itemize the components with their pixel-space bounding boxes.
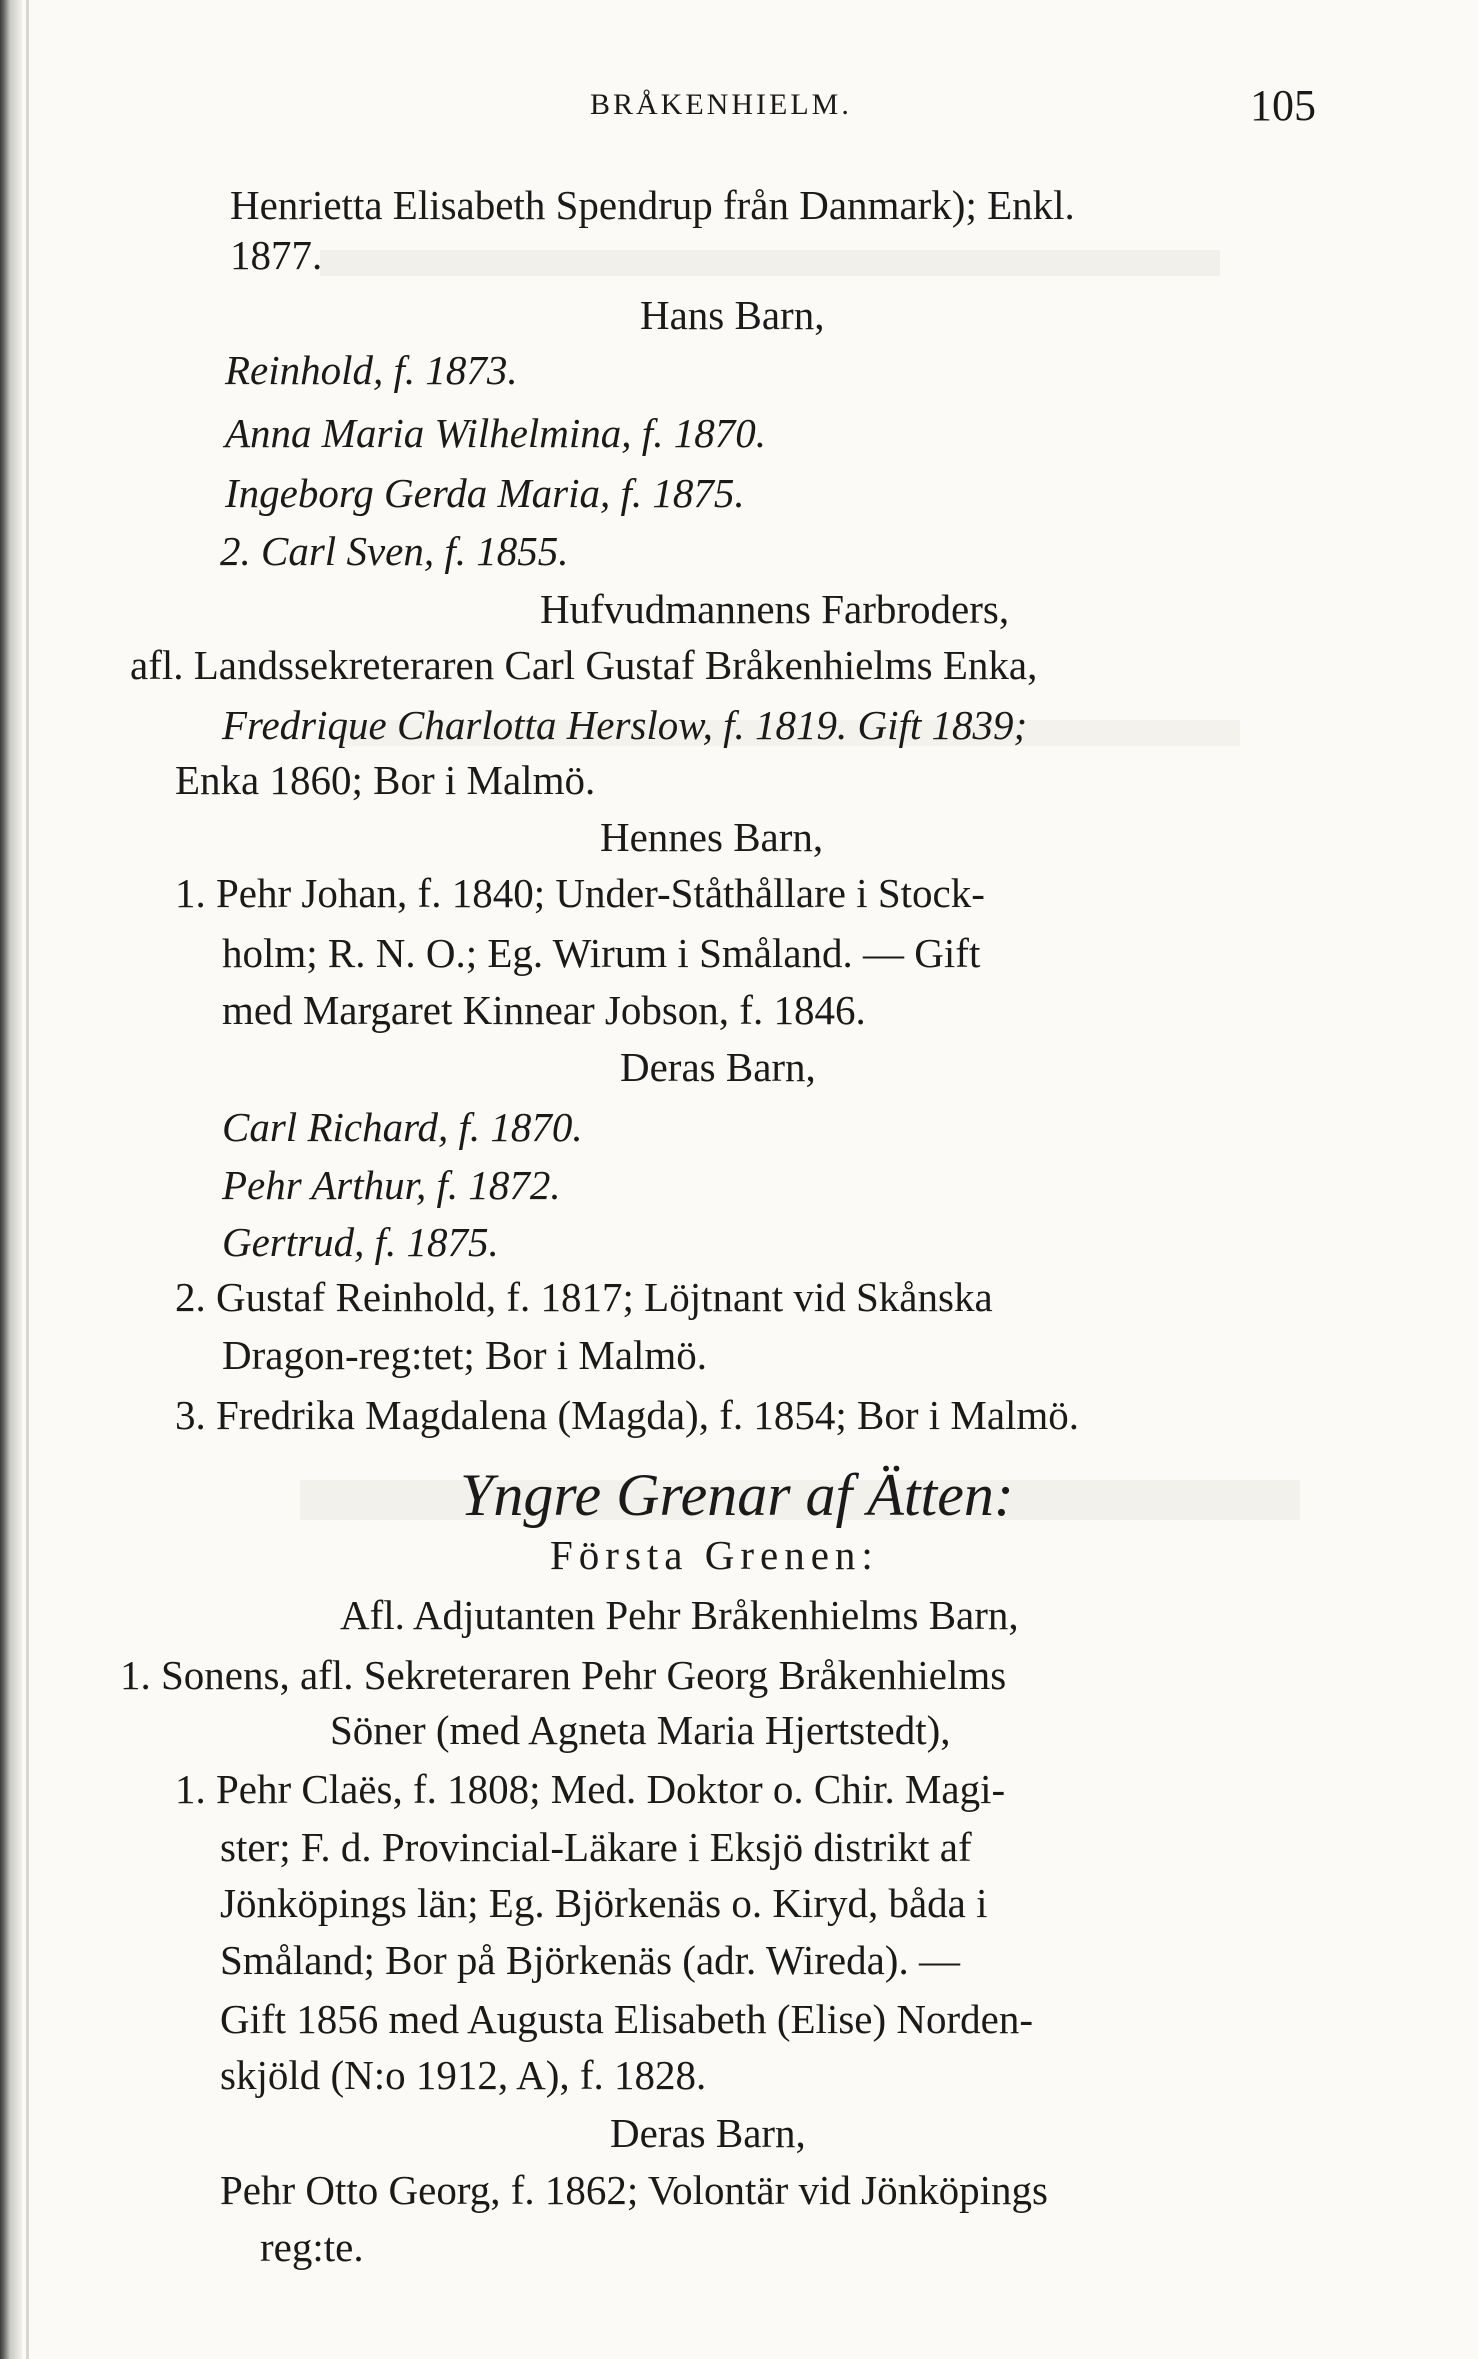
binding-shadow (26, 0, 29, 2359)
text-line-30: Jönköpings län; Eg. Björkenäs o. Kiryd, båda i (220, 1880, 988, 1926)
text-line-9: afl. Landssekreteraren Carl Gustaf Bråkenhielms Enka, (130, 642, 1038, 688)
text-line-3: Hans Barn, (640, 292, 825, 338)
text-line-4: Reinhold, f. 1873. (225, 347, 518, 393)
text-line-1 (230, 180, 1360, 230)
text-line-18: Pehr Arthur, f. 1872. (222, 1162, 561, 1208)
text-line-17: Carl Richard, f. 1870. (222, 1104, 583, 1150)
text-line-28: 1. Pehr Claës, f. 1808; Med. Doktor o. Chir. Magi- (175, 1766, 1006, 1812)
text-line-27: Söner (med Agneta Maria Hjertstedt), (330, 1707, 951, 1753)
text-line-6: Ingeborg Gerda Maria, f. 1875. (225, 470, 745, 516)
text-line-19: Gertrud, f. 1875. (222, 1219, 499, 1265)
text-line-16: Deras Barn, (620, 1044, 816, 1090)
text-line-32: Gift 1856 med Augusta Elisabeth (Elise) Norden- (220, 1996, 1033, 2042)
text-line-8: Hufvudmannens Farbroders, (540, 586, 1010, 632)
show-through-1 (320, 250, 1220, 276)
text-line-35: Pehr Otto Georg, f. 1862; Volontär vid Jönköpings (220, 2167, 1048, 2213)
text-line-13: 1. Pehr Johan, f. 1840; Under-Ståthållare i Stock- (175, 870, 985, 916)
subsection-title: Första Grenen: (550, 1532, 879, 1578)
text-line-14: holm; R. N. O.; Eg. Wirum i Småland. — Gift (222, 930, 981, 976)
text-line-29: ster; F. d. Provincial-Läkare i Eksjö distrikt af (220, 1824, 972, 1870)
text-line-33: skjöld (N:o 1912, A), f. 1828. (220, 2052, 707, 2098)
text-line-34: Deras Barn, (610, 2110, 806, 2156)
text-line-15: med Margaret Kinnear Jobson, f. 1846. (222, 987, 866, 1033)
text-line-36: reg:te. (260, 2224, 364, 2270)
text-line-5: Anna Maria Wilhelmina, f. 1870. (225, 410, 766, 456)
text-line-7: 2. Carl Sven, f. 1855. (220, 528, 569, 574)
section-title: Yngre Grenar af Ätten: (460, 1462, 1014, 1528)
text-line-22: 3. Fredrika Magdalena (Magda), f. 1854; Bor i Malmö. (175, 1392, 1080, 1438)
text-line-10: Fredrique Charlotta Herslow, f. 1819. Gift 1839; (222, 702, 1028, 748)
text-line-11: Enka 1860; Bor i Malmö. (175, 757, 596, 803)
binding-edge (0, 0, 22, 2359)
running-head: BRÅKENHIELM. (590, 88, 852, 121)
text-line-25: Afl. Adjutanten Pehr Bråkenhielms Barn, (340, 1592, 1019, 1638)
text-line-1-content: Henrietta Elisabeth Spendrup från Danmark); Enkl. (230, 182, 1075, 228)
text-line-2: 1877. (230, 232, 323, 278)
text-line-12: Hennes Barn, (600, 814, 824, 860)
text-line-20: 2. Gustaf Reinhold, f. 1817; Löjtnant vid Skånska (175, 1274, 993, 1320)
page-number: 105 (1250, 81, 1316, 130)
text-line-31: Småland; Bor på Björkenäs (adr. Wireda). — (220, 1937, 960, 1983)
text-line-21: Dragon-reg:tet; Bor i Malmö. (222, 1332, 708, 1378)
text-line-26: 1. Sonens, afl. Sekreteraren Pehr Georg Bråkenhielms (120, 1652, 1007, 1698)
